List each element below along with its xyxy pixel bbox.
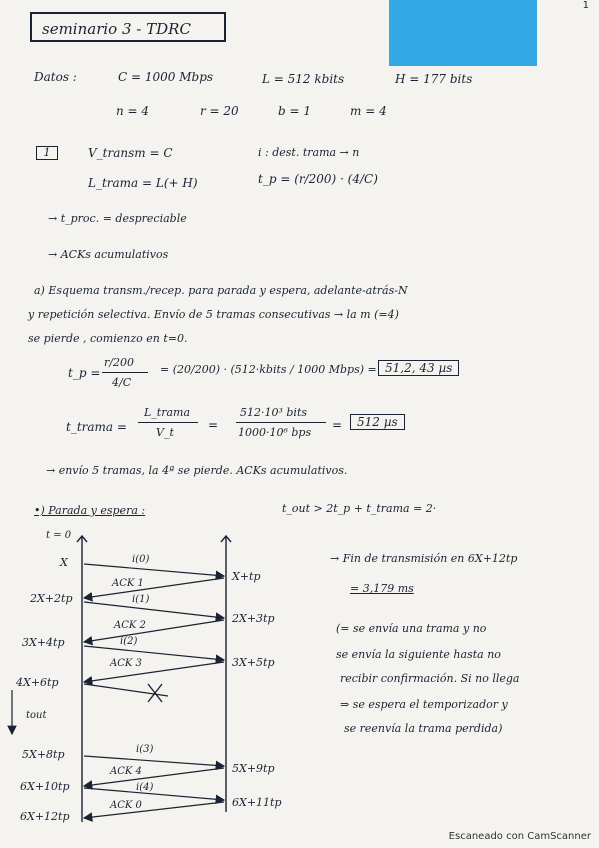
dato-n: n = 4 [116,104,150,118]
calc-ttrama-result: 512 µs [350,414,405,430]
ack-label-1: ACK 1 [112,578,144,589]
apartado-a-line3: se pierde , comienzo en t=0. [28,332,188,345]
right-label-1: 2X+3tp [232,612,275,625]
note-line-0: (= se envía una trama y no [336,622,487,635]
calc-ttrama-eq: = [208,418,219,432]
note-line-3: ⇒ se espera el temporizador y [340,698,508,711]
ack-arrow-1 [84,578,224,598]
formula-acks: → ACKs acumulativos [48,248,169,261]
frame-label-4: i(4) [136,782,154,793]
formula-vtransm: V_transm = C [88,146,173,160]
frame-label-2: i(2) [120,636,138,647]
right-label-4: 6X+11tp [232,796,282,809]
ack-label-2: ACK 2 [114,620,146,631]
frame-label-0: i(0) [132,554,150,565]
right-label-2: 3X+5tp [232,656,275,669]
frame-arrow-1 [84,602,224,618]
frame-label-3: i(3) [136,744,154,755]
parada-title: •) Parada y espera : [34,504,146,517]
left-label-2: 3X+4tp [22,636,65,649]
left-label-3: 4X+6tp [16,676,59,689]
frame-arrow-4 [84,788,224,800]
calc-ttrama-den: V_t [156,426,174,439]
formula-tproc: → t_proc. = despreciable [48,212,187,225]
ack-arrow-0 [84,802,224,818]
formula-ltrama: L_trama = L(+ H) [88,176,198,190]
ack-label-3: ACK 3 [110,658,142,669]
calc-ttrama-mid-den: 1000·10⁶ bps [238,426,312,439]
frame-arrow-3 [84,756,224,766]
calc-tp-lhs: t_p = [68,366,101,380]
note-line-4: se reenvía la trama perdida) [344,722,503,735]
tout-formula: t_out > 2t_p + t_trama = 2· [282,502,437,515]
datos-label: Datos : [34,70,77,84]
frame-label-1: i(1) [132,594,150,605]
right-label-3: 5X+9tp [232,762,275,775]
dato-l: L = 512 kbits [262,72,345,86]
calc-ttrama-lhs: t_trama = [66,420,127,434]
left-label-5: 6X+10tp [20,780,70,793]
frame-arrow-2 [84,646,224,660]
envio-text: → envío 5 tramas, la 4ª se pierde. ACKs acumulativos. [46,464,348,477]
fin-text: → Fin de transmisión en 6X+12tp [330,552,518,565]
calc-tp-num: r/200 [104,356,134,369]
fin-value: = 3,179 ms [350,582,414,595]
left-label-1: 2X+2tp [30,592,73,605]
page-number: 1 [582,0,589,11]
apartado-a-line1: a) Esquema transm./recep. para parada y espera, adelante-atrás-N [34,284,408,297]
left-label-4: 5X+8tp [22,748,65,761]
right-label-0: X+tp [232,570,261,583]
calc-ttrama-mid-num: 512·10³ bits [240,406,308,419]
exercise-number: 1 [36,146,58,160]
ack-label-0: ACK 0 [110,800,142,811]
dato-r: r = 20 [200,104,239,118]
ack-arrow-3 [84,662,224,682]
frame-arrow-0 [84,564,224,576]
calc-ttrama-eq2: = [332,418,343,432]
ack-arrow-2 [84,620,224,642]
apartado-a-line2: y repetición selectiva. Envío de 5 tramas consecutivas → la m (=4) [28,308,399,321]
calc-tp-result: 51,2, 43 µs [378,360,459,376]
note-line-1: se envía la siguiente hasta no [336,648,501,661]
scanner-footer: Escaneado con CamScanner [448,831,591,842]
tout-label: tout [26,710,47,721]
dato-h: H = 177 bits [395,72,473,86]
formula-idest: i : dest. trama → n [258,146,360,159]
dato-m: m = 4 [350,104,387,118]
formula-tp: t_p = (r/200) · (4/C) [258,172,378,186]
dato-b: b = 1 [278,104,311,118]
calc-tp-den: 4/C [112,376,132,389]
ack-label-4: ACK 4 [110,766,142,777]
t-zero-label: t = 0 [46,530,72,541]
note-line-2: recibir confirmación. Si no llega [340,672,520,685]
calc-ttrama-num: L_trama [144,406,191,419]
left-label-6: 6X+12tp [20,810,70,823]
calc-tp-mid: = (20/200) · (512·kbits / 1000 Mbps) = [160,363,377,376]
page-title: seminario 3 - TDRC [42,20,191,38]
left-label-0: X [60,556,68,569]
ack-arrow-4 [84,768,224,786]
dato-c: C = 1000 Mbps [118,70,214,84]
